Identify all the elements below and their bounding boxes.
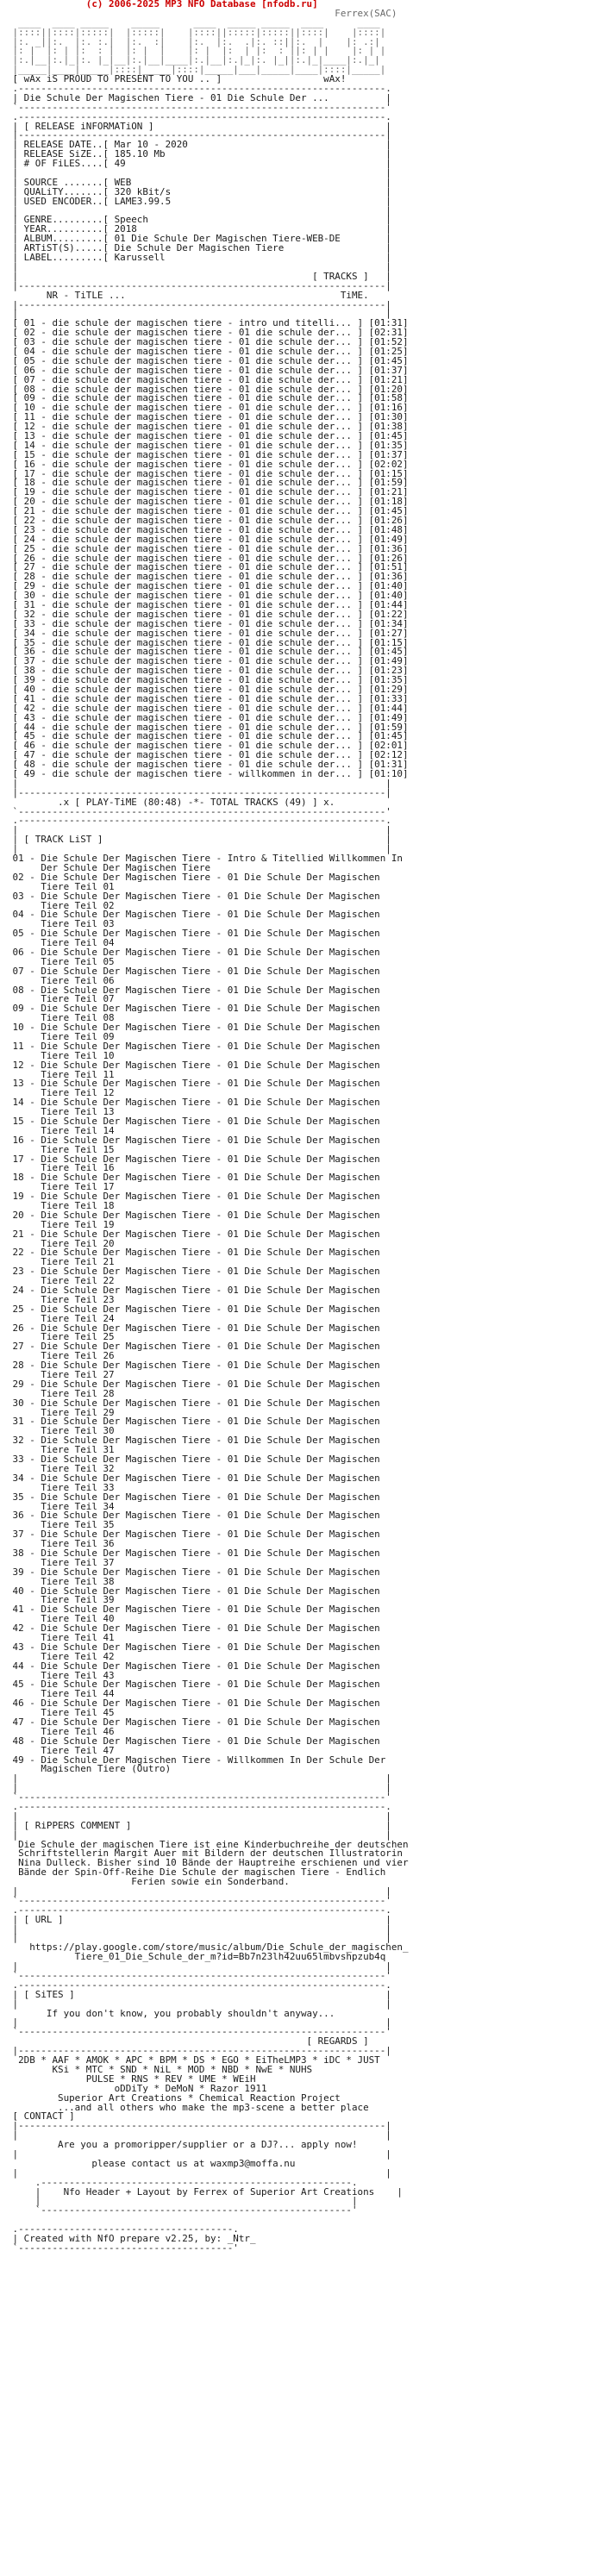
nfo-line: | [ SiTES ] | xyxy=(7,1988,391,2000)
nfo-line: | LABEL.........[ Karussell | xyxy=(7,252,391,264)
nfo-line: | RELEASE DATE..[ Mar 10 - 2020 | xyxy=(7,139,391,151)
nfo-line: 07 - Die Schule Der Magischen Tiere - 01 Die Schule Der Magischen xyxy=(7,965,380,977)
nfo-line: [ 30 - die schule der magischen tiere - 01 die schule der... ] [01:40] xyxy=(7,590,409,602)
nfo-line: Ferien sowie ein Sonderband. xyxy=(7,1876,290,1888)
nfo-line: If you don't know, you probably shouldn't anyway... xyxy=(7,2007,335,2019)
nfo-line: Are you a promoripper/supplier or a DJ?... apply now! xyxy=(7,2139,358,2151)
nfo-line: | [ TRACKS ] | xyxy=(7,270,391,282)
nfo-line: [ 38 - die schule der magischen tiere - 01 die schule der... ] [01:23] xyxy=(7,665,409,677)
nfo-line: [ 49 - die schule der magischen tiere - willkommen in der... ] [01:10] xyxy=(7,768,409,780)
nfo-line: 37 - Die Schule Der Magischen Tiere - 01 Die Schule Der Magischen xyxy=(7,1529,380,1541)
nfo-line: `-----------------------------------------------------------------' xyxy=(7,1970,391,1982)
nfo-line: | ARTiST(S).....[ Die Schule Der Magischen Tiere | xyxy=(7,242,391,254)
nfo-line: | | xyxy=(7,2148,391,2160)
nfo-line: `-----------------------------------------------------------------' xyxy=(7,1894,391,1906)
nfo-line: Tiere Teil 02 xyxy=(7,899,115,911)
nfo-line: 35 - Die Schule Der Magischen Tiere - 01 Die Schule Der Magischen xyxy=(7,1491,380,1503)
nfo-line: Tiere Teil 18 xyxy=(7,1200,115,1211)
nfo-line: [ 46 - die schule der magischen tiere - 01 die schule der... ] [02:01] xyxy=(7,740,409,752)
nfo-line: PULSE * RNS * REV * UME * WEiH xyxy=(7,2073,256,2085)
nfo-line: Tiere Teil 43 xyxy=(7,1669,115,1681)
nfo-line: Tiere Teil 40 xyxy=(7,1613,115,1625)
nfo-line: `-----------------------------------------------------------------' xyxy=(7,101,391,113)
nfo-line: Tiere Teil 36 xyxy=(7,1538,115,1550)
nfo-line: 34 - Die Schule Der Magischen Tiere - 01 Die Schule Der Magischen xyxy=(7,1472,380,1484)
nfo-line: Tiere Teil 21 xyxy=(7,1256,115,1268)
nfo-line: | | xyxy=(7,260,391,272)
nfo-line: | | xyxy=(7,1885,391,1898)
nfo-line: 19 - Die Schule Der Magischen Tiere - 01 Die Schule Der Magischen xyxy=(7,1191,380,1203)
nfo-line: `-----------------------------------------------------------------' xyxy=(7,805,391,817)
nfo-line: Tiere Teil 20 xyxy=(7,1237,115,1249)
nfo-line: 42 - Die Schule Der Magischen Tiere - 01 Die Schule Der Magischen xyxy=(7,1623,380,1635)
nfo-line: 30 - Die Schule Der Magischen Tiere - 01 Die Schule Der Magischen xyxy=(7,1397,380,1409)
nfo-line: Tiere Teil 35 xyxy=(7,1519,115,1531)
nfo-line: 47 - Die Schule Der Magischen Tiere - 01 Die Schule Der Magischen xyxy=(7,1716,380,1728)
nfo-line: [ 24 - die schule der magischen tiere - 01 die schule der... ] [01:49] xyxy=(7,533,409,545)
nfo-line: [ 47 - die schule der magischen tiere - 01 die schule der... ] [02:12] xyxy=(7,749,409,761)
nfo-line: Bände der Spin-Off-Reihe Die Schule der magischen Tiere - Endlich xyxy=(7,1866,386,1879)
nfo-line: [ 05 - die schule der magischen tiere - 01 die schule der... ] [01:45] xyxy=(7,354,409,366)
nfo-line: NR - TiTLE ... TiME. xyxy=(7,289,369,301)
nfo-line: 39 - Die Schule Der Magischen Tiere - 01 Die Schule Der Magischen xyxy=(7,1566,380,1578)
ascii-logo-line: ____ ____ _____ _____ ____ _____ _____ ____ ____ xyxy=(7,16,380,28)
ascii-logo-line: |_____|____|_____|::::|_____|::::|_____|___|_____|____|::::|_____| xyxy=(7,64,386,76)
nfo-line: 21 - Die Schule Der Magischen Tiere - 01 Die Schule Der Magischen xyxy=(7,1228,380,1240)
nfo-line: [ 18 - die schule der magischen tiere - 01 die schule der... ] [01:59] xyxy=(7,477,409,489)
nfo-line: Tiere Teil 07 xyxy=(7,993,115,1005)
nfo-line: Tiere Teil 23 xyxy=(7,1293,115,1305)
nfo-line: 12 - Die Schule Der Magischen Tiere - 01 Die Schule Der Magischen xyxy=(7,1059,380,1071)
nfo-line: Tiere Teil 25 xyxy=(7,1331,115,1343)
nfo-line: | | xyxy=(7,167,391,179)
nfo-line: [ 04 - die schule der magischen tiere - 01 die schule der... ] [01:25] xyxy=(7,345,409,357)
nfo-line: 26 - Die Schule Der Magischen Tiere - 01 Die Schule Der Magischen xyxy=(7,1322,380,1334)
nfo-line: [ 43 - die schule der magischen tiere - 01 die schule der... ] [01:49] xyxy=(7,711,409,723)
nfo-line: Tiere Teil 26 xyxy=(7,1350,115,1362)
nfo-line: 25 - Die Schule Der Magischen Tiere - 01 Die Schule Der Magischen xyxy=(7,1303,380,1315)
nfo-line: Tiere Teil 37 xyxy=(7,1556,115,1568)
nfo-line: [ 14 - die schule der magischen tiere - 01 die schule der... ] [01:35] xyxy=(7,439,409,451)
nfo-line: Tiere Teil 10 xyxy=(7,1049,115,1061)
nfo-line: Tiere Teil 12 xyxy=(7,1087,115,1099)
nfo-line: Tiere Teil 01 xyxy=(7,880,115,892)
nfo-line: 03 - Die Schule Der Magischen Tiere - 01 Die Schule Der Magischen xyxy=(7,890,380,902)
nfo-line: 48 - Die Schule Der Magischen Tiere - 01 Die Schule Der Magischen xyxy=(7,1735,380,1747)
nfo-line: | [ URL ] | xyxy=(7,1913,391,1925)
nfo-line: | Die Schule Der Magischen Tiere - 01 Die Schule Der ... | xyxy=(7,91,391,103)
nfo-document xyxy=(7,0,600,2576)
nfo-line: `-------------------------------------------------------' xyxy=(7,2204,358,2216)
nfo-line: [ CONTACT ] xyxy=(7,2110,75,2123)
nfo-line: | USED ENCODER..[ LAME3.99.5 | xyxy=(7,195,391,207)
nfo-line: | | xyxy=(7,2195,358,2207)
nfo-line: 33 - Die Schule Der Magischen Tiere - 01 Die Schule Der Magischen xyxy=(7,1454,380,1466)
nfo-line: please contact us at waxmp3@moffa.nu xyxy=(7,2157,296,2169)
nfo-line: 02 - Die Schule Der Magischen Tiere - 01 Die Schule Der Magischen xyxy=(7,871,380,883)
nfo-line: Tiere Teil 34 xyxy=(7,1500,115,1512)
nfo-line: `-----------------------------------------------------------------' xyxy=(7,1791,391,1804)
nfo-line: 01 - Die Schule Der Magischen Tiere - Intro & Titellied Willkommen In xyxy=(7,853,403,865)
nfo-line: 38 - Die Schule Der Magischen Tiere - 01 Die Schule Der Magischen xyxy=(7,1547,380,1559)
nfo-line: | | xyxy=(7,777,391,789)
nfo-line: |-----------------------------------------------------------------| xyxy=(7,786,391,798)
nfo-line: 32 - Die Schule Der Magischen Tiere - 01 Die Schule Der Magischen xyxy=(7,1435,380,1447)
nfo-line: | | xyxy=(7,1998,391,2010)
nfo-line: 14 - Die Schule Der Magischen Tiere - 01 Die Schule Der Magischen xyxy=(7,1097,380,1109)
nfo-line: Tiere Teil 47 xyxy=(7,1744,115,1756)
nfo-line: | | xyxy=(7,1932,391,1944)
nfo-line: [ wAx iS PROUD TO PRESENT TO YOU .. ] wAx! xyxy=(7,73,347,85)
nfo-database-header: (c) 2006-2025 MP3 NFO Database [nfodb.ru] xyxy=(7,0,318,9)
nfo-line: 05 - Die Schule Der Magischen Tiere - 01 Die Schule Der Magischen xyxy=(7,928,380,940)
nfo-line: 22 - Die Schule Der Magischen Tiere - 01 Die Schule Der Magischen xyxy=(7,1247,380,1259)
nfo-line: [ 01 - die schule der magischen tiere - intro und titelli... ] [01:31] xyxy=(7,317,409,329)
nfo-line: | | xyxy=(7,1782,391,1794)
nfo-line: [ 33 - die schule der magischen tiere - 01 die schule der... ] [01:34] xyxy=(7,617,409,629)
nfo-line: [ 09 - die schule der magischen tiere - 01 die schule der... ] [01:58] xyxy=(7,392,409,404)
nfo-line: [ 08 - die schule der magischen tiere - 01 die schule der... ] [01:20] xyxy=(7,383,409,395)
nfo-line: | SOURCE .......[ WEB | xyxy=(7,176,391,188)
nfo-line: [ 19 - die schule der magischen tiere - 01 die schule der... ] [01:21] xyxy=(7,486,409,498)
nfo-line: Tiere Teil 46 xyxy=(7,1725,115,1737)
nfo-line: [ 36 - die schule der magischen tiere - 01 die schule der... ] [01:45] xyxy=(7,646,409,658)
nfo-line: [ 17 - die schule der magischen tiere - 01 die schule der... ] [01:15] xyxy=(7,467,409,479)
nfo-line: 45 - Die Schule Der Magischen Tiere - 01 Die Schule Der Magischen xyxy=(7,1679,380,1691)
nfo-line: Tiere Teil 22 xyxy=(7,1275,115,1287)
nfo-line: [ 28 - die schule der magischen tiere - 01 die schule der... ] [01:36] xyxy=(7,571,409,583)
nfo-line: Tiere Teil 03 xyxy=(7,918,115,930)
nfo-line: Tiere Teil 11 xyxy=(7,1068,115,1080)
nfo-line: | # OF FiLES....[ 49 | xyxy=(7,158,391,170)
nfo-line: .x [ PLAY-TiME (80:48) -*- TOTAL TRACKS (49) ] x. xyxy=(7,796,335,808)
nfo-line: 27 - Die Schule Der Magischen Tiere - 01 Die Schule Der Magischen xyxy=(7,1341,380,1353)
nfo-line: | RELEASE SiZE..[ 185.10 Mb | xyxy=(7,148,391,160)
nfo-line: 36 - Die Schule Der Magischen Tiere - 01 Die Schule Der Magischen xyxy=(7,1510,380,1522)
nfo-line: .-----------------------------------------------------------------. xyxy=(7,1904,391,1916)
nfo-line: Die Schule der magischen Tiere ist eine Kinderbuchreihe der deutschen xyxy=(7,1838,409,1850)
nfo-line: |-----------------------------------------------------------------| xyxy=(7,279,391,291)
nfo-line: [ 35 - die schule der magischen tiere - 01 die schule der... ] [01:15] xyxy=(7,636,409,648)
nfo-line: .-----------------------------------------------------------------. xyxy=(7,1801,391,1812)
nfo-line: [ 03 - die schule der magischen tiere - 01 die schule der... ] [01:52] xyxy=(7,336,409,348)
nfo-line: [ 40 - die schule der magischen tiere - 01 die schule der... ] [01:29] xyxy=(7,684,409,696)
nfo-line: [ 02 - die schule der magischen tiere - 01 die schule der... ] [02:31] xyxy=(7,327,409,339)
nfo-line: Tiere Teil 04 xyxy=(7,937,115,949)
nfo-line: .-----------------------------------------------------------------. xyxy=(7,1979,391,1991)
nfo-line: | | xyxy=(7,2129,391,2141)
nfo-line: |-----------------------------------------------------------------| xyxy=(7,298,391,310)
nfo-line: | | xyxy=(7,2016,391,2029)
nfo-line: | | xyxy=(7,204,391,216)
nfo-line: |-----------------------------------------------------------------| xyxy=(7,2120,391,2132)
nfo-line: Tiere Teil 06 xyxy=(7,974,115,986)
nfo-line: Tiere Teil 39 xyxy=(7,1594,115,1606)
nfo-line: [ 34 - die schule der magischen tiere - 01 die schule der... ] [01:27] xyxy=(7,627,409,639)
nfo-line: Tiere Teil 05 xyxy=(7,955,115,967)
nfo-line: [ 21 - die schule der magischen tiere - 01 die schule der... ] [01:45] xyxy=(7,505,409,517)
nfo-line: 10 - Die Schule Der Magischen Tiere - 01 Die Schule Der Magischen xyxy=(7,1022,380,1034)
nfo-line: KSi * MTC * SND * NiL * MOD * NBD * NwE * NUHS xyxy=(7,2063,313,2075)
nfo-line: 18 - Die Schule Der Magischen Tiere - 01 Die Schule Der Magischen xyxy=(7,1172,380,1184)
nfo-line: Tiere Teil 24 xyxy=(7,1312,115,1324)
nfo-line: Magischen Tiere (Outro) xyxy=(7,1763,172,1775)
nfo-line: [ 16 - die schule der magischen tiere - 01 die schule der... ] [02:02] xyxy=(7,458,409,470)
nfo-line: [ 23 - die schule der magischen tiere - 01 die schule der... ] [01:48] xyxy=(7,523,409,535)
nfo-line: [ 10 - die schule der magischen tiere - 01 die schule der... ] [01:16] xyxy=(7,402,409,414)
nfo-line: Tiere Teil 28 xyxy=(7,1387,115,1399)
nfo-line: Tiere Teil 38 xyxy=(7,1575,115,1587)
nfo-line: Tiere Teil 13 xyxy=(7,1106,115,1118)
nfo-line[interactable]: https://play.google.com/store/music/album/Die_Schule_der_magischen_ xyxy=(7,1941,409,1954)
nfo-line: [ 45 - die schule der magischen tiere - 01 die schule der... ] [01:45] xyxy=(7,730,409,742)
nfo-line: [ 26 - die schule der magischen tiere - 01 die schule der... ] [01:26] xyxy=(7,552,409,564)
nfo-line: 08 - Die Schule Der Magischen Tiere - 01 Die Schule Der Magischen xyxy=(7,984,380,996)
nfo-line: 13 - Die Schule Der Magischen Tiere - 01 Die Schule Der Magischen xyxy=(7,1078,380,1090)
nfo-line: Tiere Teil 19 xyxy=(7,1218,115,1230)
nfo-line: |-----------------------------------------------------------------| xyxy=(7,129,391,141)
nfo-line: 11 - Die Schule Der Magischen Tiere - 01 Die Schule Der Magischen xyxy=(7,1040,380,1052)
nfo-line: | | xyxy=(7,1829,391,1841)
nfo-line: | QUALiTY.......[ 320 kBit/s | xyxy=(7,185,391,197)
nfo-line: [ 42 - die schule der magischen tiere - 01 die schule der... ] [01:44] xyxy=(7,702,409,714)
nfo-line: | GENRE.........[ Speech | xyxy=(7,214,391,226)
nfo-line: Tiere Teil 15 xyxy=(7,1143,115,1155)
nfo-line: Tiere Teil 08 xyxy=(7,1012,115,1024)
nfo-line: Tiere Teil 29 xyxy=(7,1406,115,1418)
nfo-line: 20 - Die Schule Der Magischen Tiere - 01 Die Schule Der Magischen xyxy=(7,1209,380,1221)
nfo-line: 41 - Die Schule Der Magischen Tiere - 01 Die Schule Der Magischen xyxy=(7,1604,380,1616)
nfo-line: Tiere Teil 17 xyxy=(7,1181,115,1193)
nfo-line: Tiere Teil 33 xyxy=(7,1481,115,1493)
nfo-line: `--------------------------------------' xyxy=(7,2241,239,2254)
nfo-line: | | xyxy=(7,824,391,836)
nfo-line: [ 41 - die schule der magischen tiere - 01 die schule der... ] [01:33] xyxy=(7,692,409,704)
nfo-line: .-------------------------------------------------------. xyxy=(7,2176,358,2188)
nfo-line: Tiere Teil 27 xyxy=(7,1369,115,1381)
nfo-line: .-----------------------------------------------------------------. xyxy=(7,110,391,122)
nfo-line: | | xyxy=(7,308,391,320)
nfo-line: 24 - Die Schule Der Magischen Tiere - 01 Die Schule Der Magischen xyxy=(7,1285,380,1297)
nfo-line: 49 - Die Schule Der Magischen Tiere - Willkommen In Der Schule Der xyxy=(7,1754,386,1766)
nfo-line: Tiere Teil 14 xyxy=(7,1124,115,1136)
nfo-line: 28 - Die Schule Der Magischen Tiere - 01 Die Schule Der Magischen xyxy=(7,1360,380,1372)
nfo-line: [ 07 - die schule der magischen tiere - 01 die schule der... ] [01:21] xyxy=(7,373,409,385)
nfo-line: 2DB * AAF * AMOK * APC * BPM * DS * EGO * EiTheLMP3 * iDC * JUST xyxy=(7,2054,380,2066)
nfo-line: Tiere Teil 44 xyxy=(7,1688,115,1700)
nfo-line: 16 - Die Schule Der Magischen Tiere - 01 Die Schule Der Magischen xyxy=(7,1134,380,1146)
nfo-line: | Nfo Header + Layout by Ferrex of Superior Art Creations | xyxy=(7,2185,403,2198)
nfo-line: Der Schule Der Magischen Tiere xyxy=(7,861,211,873)
nfo-line: | | xyxy=(7,1810,391,1822)
ascii-logo-line: |:.|__|:.|_|:. |_|__|:.|__|____|:.|__|:.|_|:. |_||:.|_|____|:.|_| xyxy=(7,54,380,66)
nfo-line: 09 - Die Schule Der Magischen Tiere - 01 Die Schule Der Magischen xyxy=(7,1003,380,1015)
nfo-line: | | xyxy=(7,843,391,855)
nfo-line: 29 - Die Schule Der Magischen Tiere - 01 Die Schule Der Magischen xyxy=(7,1378,380,1390)
nfo-line: | | xyxy=(7,1960,391,1973)
nfo-line: [ 11 - die schule der magischen tiere - 01 die schule der... ] [01:30] xyxy=(7,411,409,423)
nfo-line: 15 - Die Schule Der Magischen Tiere - 01 Die Schule Der Magischen xyxy=(7,1115,380,1127)
nfo-line: [ 20 - die schule der magischen tiere - 01 die schule der... ] [01:18] xyxy=(7,496,409,508)
nfo-line: [ 32 - die schule der magischen tiere - 01 die schule der... ] [01:22] xyxy=(7,608,409,620)
nfo-line: [ 13 - die schule der magischen tiere - 01 die schule der... ] [01:45] xyxy=(7,429,409,441)
nfo-line: [ 06 - die schule der magischen tiere - 01 die schule der... ] [01:37] xyxy=(7,364,409,376)
nfo-line: | | xyxy=(7,1773,391,1785)
nfo-line: |-----------------------------------------------------------------| xyxy=(7,2045,391,2057)
nfo-line: 40 - Die Schule Der Magischen Tiere - 01 Die Schule Der Magischen xyxy=(7,1585,380,1597)
nfo-line: 17 - Die Schule Der Magischen Tiere - 01 Die Schule Der Magischen xyxy=(7,1153,380,1165)
nfo-line: Tiere Teil 30 xyxy=(7,1425,115,1437)
ascii-logo-line: |: | |: | |: : | |: | | |: | |: | |: : ||: | | |: | | xyxy=(7,45,386,57)
nfo-line: oDDiTy * DeMoN * Razor 1911 xyxy=(7,2082,267,2094)
nfo-line: | [ TRACK LiST ] | xyxy=(7,834,391,846)
nfo-line: [ 15 - die schule der magischen tiere - 01 die schule der... ] [01:37] xyxy=(7,448,409,460)
nfo-line: Tiere_01_Die_Schule_der_m?id=Bb7n23lh42uu65lmbvshpzub4q xyxy=(7,1951,386,1963)
nfo-line: `-----------------------------------------------------------------' xyxy=(7,2026,391,2038)
nfo-line: [ 39 - die schule der magischen tiere - 01 die schule der... ] [01:35] xyxy=(7,674,409,686)
ascii-logo-line: |:. _||:. |:. :.| |:. :| |:. |:. .|:. ::||:. | |: .:| xyxy=(7,35,380,47)
nfo-line: | YEAR..........[ 2018 | xyxy=(7,223,391,235)
nfo-line: [ 25 - die schule der magischen tiere - 01 die schule der... ] [01:36] xyxy=(7,542,409,554)
nfo-line: 04 - Die Schule Der Magischen Tiere - 01 Die Schule Der Magischen xyxy=(7,909,380,921)
nfo-line: [ 22 - die schule der magischen tiere - 01 die schule der... ] [01:26] xyxy=(7,514,409,526)
nfo-line: Tiere Teil 09 xyxy=(7,1030,115,1042)
nfo-line: Tiere Teil 45 xyxy=(7,1707,115,1719)
nfo-line: 44 - Die Schule Der Magischen Tiere - 01 Die Schule Der Magischen xyxy=(7,1660,380,1672)
nfo-line: 06 - Die Schule Der Magischen Tiere - 01 Die Schule Der Magischen xyxy=(7,946,380,958)
nfo-line: .-----------------------------------------------------------------. xyxy=(7,83,391,95)
nfo-line: | [ RELEASE iNFORMATiON ] | xyxy=(7,120,391,132)
nfo-line: Tiere Teil 16 xyxy=(7,1162,115,1174)
nfo-line: Schriftstellerin Margit Auer mit Bildern der deutschen Illustratorin xyxy=(7,1848,403,1860)
nfo-line: | Created with NfO prepare v2.25, by: _Ntr_ xyxy=(7,2232,256,2244)
nfo-line: | | xyxy=(7,2166,391,2179)
nfo-line: [ REGARDS ] xyxy=(7,2035,369,2048)
nfo-line: 31 - Die Schule Der Magischen Tiere - 01 Die Schule Der Magischen xyxy=(7,1416,380,1428)
nfo-line: [ 48 - die schule der magischen tiere - 01 die schule der... ] [01:31] xyxy=(7,759,409,771)
nfo-line: | ALBUM.........[ 01 Die Schule Der Magischen Tiere-WEB-DE | xyxy=(7,233,391,245)
nfo-line: [ 27 - die schule der magischen tiere - 01 die schule der... ] [01:51] xyxy=(7,561,409,573)
nfo-line: [ 31 - die schule der magischen tiere - 01 die schule der... ] [01:44] xyxy=(7,599,409,610)
nfo-line: [ 29 - die schule der magischen tiere - 01 die schule der... ] [01:40] xyxy=(7,580,409,592)
ascii-logo-line: Ferrex(SAC) xyxy=(7,7,397,19)
nfo-line: [ 37 - die schule der magischen tiere - 01 die schule der... ] [01:49] xyxy=(7,655,409,667)
nfo-line: Tiere Teil 32 xyxy=(7,1462,115,1474)
nfo-line: Nina Dulleck. Bisher sind 10 Bände der Hauptreihe erschienen und vier xyxy=(7,1857,409,1869)
nfo-line: | [ RiPPERS COMMENT ] | xyxy=(7,1819,391,1831)
nfo-line: Superior Art Creations * Chemical Reaction Project xyxy=(7,2091,341,2104)
nfo-line: [ 44 - die schule der magischen tiere - 01 die schule der... ] [01:59] xyxy=(7,721,409,733)
nfo-line: Tiere Teil 41 xyxy=(7,1631,115,1643)
nfo-line: .-----------------------------------------------------------------. xyxy=(7,815,391,827)
nfo-line: | | xyxy=(7,1923,391,1935)
nfo-line: Tiere Teil 31 xyxy=(7,1444,115,1456)
nfo-line: [ 12 - die schule der magischen tiere - 01 die schule der... ] [01:38] xyxy=(7,421,409,433)
nfo-line: .--------------------------------------. xyxy=(7,2223,239,2235)
nfo-line: Tiere Teil 42 xyxy=(7,1650,115,1662)
nfo-line: 23 - Die Schule Der Magischen Tiere - 01 Die Schule Der Magischen xyxy=(7,1266,380,1278)
nfo-line: 43 - Die Schule Der Magischen Tiere - 01 Die Schule Der Magischen xyxy=(7,1641,380,1653)
ascii-logo-line: |::::||::::|:::::| |:::::| |::::||:::::|:::::||::::| |::::| xyxy=(7,26,386,38)
nfo-line: 46 - Die Schule Der Magischen Tiere - 01 Die Schule Der Magischen xyxy=(7,1698,380,1710)
nfo-line: ...and all others who make the mp3-scene a better place xyxy=(7,2101,369,2113)
